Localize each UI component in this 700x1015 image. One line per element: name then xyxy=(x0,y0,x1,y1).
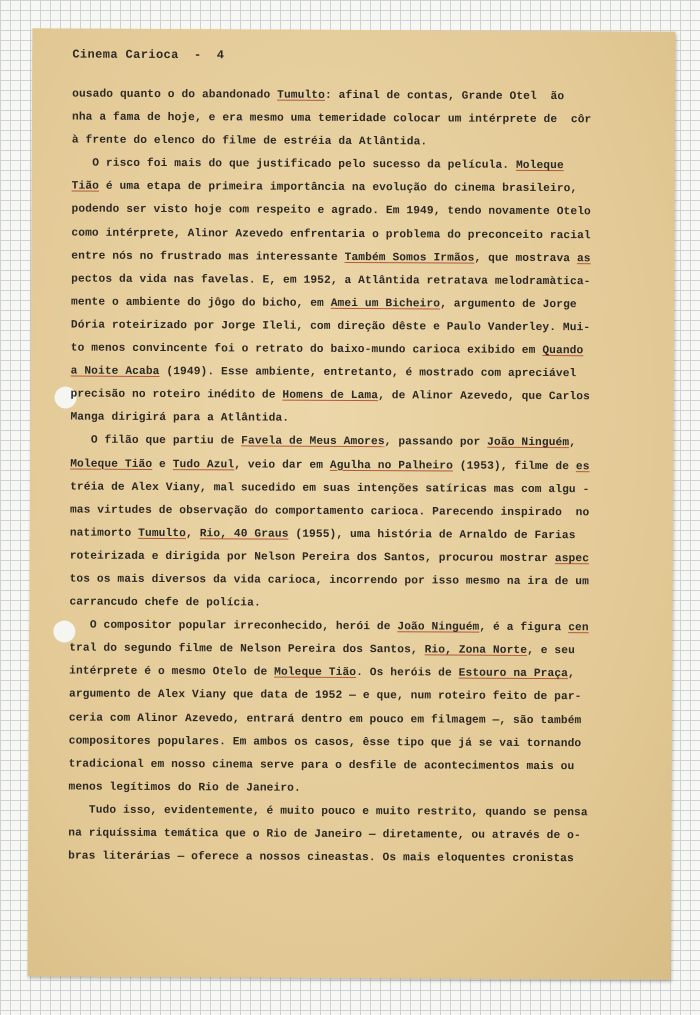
text-run: argumento de Alex Viany que data de 1952 — e que, num roteiro feito de par- xyxy=(68,688,582,704)
page-header: Cinema Carioca - 4 xyxy=(72,47,225,63)
text-run: na riquíssima temática que o Rio de Janeiro — diretamente, ou através de o- xyxy=(68,827,581,843)
text-line xyxy=(71,361,661,387)
film-title: Tião xyxy=(71,180,100,194)
text-run: . Os heróis de xyxy=(356,667,459,680)
text-run: é uma etapa de primeira importância na evolução do cinema brasileiro, xyxy=(98,181,578,196)
text-run: (1955), uma história de Arnaldo de Farias xyxy=(288,528,576,542)
text-run: mente o ambiente do jôgo do bicho, em xyxy=(71,296,331,310)
text-run: O filão que partiu de xyxy=(70,434,242,448)
film-title: Amei um Bicheiro xyxy=(330,297,441,311)
text-line xyxy=(71,291,661,317)
film-title: Tudo Azul xyxy=(172,458,235,471)
text-line xyxy=(68,799,658,825)
text-line xyxy=(70,430,660,456)
text-line xyxy=(71,384,661,410)
text-line xyxy=(70,407,660,433)
text-run: e xyxy=(152,458,173,471)
text-run: , que mostrava xyxy=(474,252,578,265)
film-title: Favela de Meus Amores xyxy=(241,435,385,449)
film-title: a Noite Acaba xyxy=(70,365,160,379)
text-run: pectos da vida nas favelas. E, em 1952, a Atlântida retratava melodramàtica- xyxy=(71,273,591,288)
text-run: Dória roteirizado por Jorge Ileli, com direção dêste e Paulo Vanderley. Mui- xyxy=(70,319,591,335)
film-title: Rio, Zona Norte xyxy=(424,644,528,658)
text-run: , xyxy=(185,527,200,540)
text-run: , e seu xyxy=(527,645,575,658)
text-run: compositores populares. Em ambos os casos, êsse tipo que já se vai tornando xyxy=(68,735,582,750)
text-line xyxy=(71,314,661,340)
text-run: menos legítimos do Rio de Janeiro. xyxy=(68,781,301,795)
text-line xyxy=(72,107,662,133)
text-run: tral do segundo filme de Nelson Pereira dos Santos, xyxy=(69,642,425,657)
film-title: Agulha no Palheiro xyxy=(329,459,453,473)
text-line xyxy=(70,499,660,525)
text-line xyxy=(71,268,661,294)
film-title: Moleque Tião xyxy=(274,666,357,680)
text-run: , argumento de Jorge xyxy=(440,298,577,312)
film-title: João Ninguém xyxy=(487,437,570,450)
text-line xyxy=(68,776,658,802)
text-line xyxy=(70,476,660,502)
film-title: Rio, 40 Graus xyxy=(199,527,289,541)
text-run: (1949). Esse ambiente, entretanto, é mostrado com apreciável xyxy=(159,366,577,381)
text-run: nha a fama de hoje, e era mesmo uma temeridade colocar um intérprete de côr xyxy=(71,111,592,127)
text-run: bras literárias — oferece a nossos cineastas. Os mais eloquentes cronistas xyxy=(68,850,574,866)
film-title: aspec xyxy=(554,552,590,566)
typewritten-page xyxy=(28,28,676,979)
film-title: Tumulto xyxy=(277,89,326,102)
text-run: natimorto xyxy=(69,527,139,540)
text-run: , xyxy=(569,437,577,450)
text-run: à frente do elenco do filme de estréia da Atlântida. xyxy=(71,134,428,149)
text-run: : afinal de contas, Grande Otel ão xyxy=(324,89,578,104)
text-line xyxy=(70,545,660,571)
text-run: , veio dar em xyxy=(234,458,330,472)
film-title: Quando xyxy=(542,345,584,358)
film-title: Tumulto xyxy=(138,527,187,540)
text-run: , é a figura xyxy=(479,621,569,635)
text-line xyxy=(70,522,660,548)
text-run: O compositor popular irreconhecido, herói de xyxy=(69,619,398,634)
text-run: (1953), filme de xyxy=(452,460,576,473)
text-run: tréia de Alex Viany, mal sucedido em suas intenções satíricas mas com algu - xyxy=(70,481,590,496)
text-run: , de Alinor Azevedo, que Carlos xyxy=(378,390,590,404)
text-run: Manga dirigirá para a Atlântida. xyxy=(70,411,290,425)
text-run: entre nós no frustrado mas interessante xyxy=(71,250,345,264)
text-line xyxy=(68,846,658,872)
text-line xyxy=(69,730,659,756)
film-title: Homens de Lama xyxy=(282,389,379,403)
film-title: cen xyxy=(568,622,589,635)
text-line xyxy=(72,176,662,202)
text-run: O risco foi mais do que justificado pelo sucesso da película. xyxy=(71,157,516,173)
text-line xyxy=(71,199,661,225)
text-run: como intérprete, Alinor Azevedo enfrentaria o problema do preconceito racial xyxy=(71,227,591,242)
text-line xyxy=(72,153,662,179)
text-run: roteirizada e dirigida por Nelson Pereira dos Santos, procurou mostrar xyxy=(69,550,555,565)
text-line xyxy=(72,84,662,110)
text-run: , xyxy=(567,668,575,681)
text-line xyxy=(69,661,659,687)
text-run: Tudo isso, evidentemente, é muito pouco e muito restrito, quando se pensa xyxy=(68,804,588,820)
film-title: Também Somos Irmãos xyxy=(344,251,475,265)
text-line xyxy=(70,568,660,594)
body-text xyxy=(68,84,662,872)
text-run: tradicional em nosso cinema serve para o desfile de acontecimentos mais ou xyxy=(68,758,575,773)
text-run: tos os mais diversos da vida carioca, incorrendo por isso mesmo na ira de um xyxy=(69,573,589,589)
text-line xyxy=(68,823,658,849)
text-line xyxy=(69,684,659,710)
text-line xyxy=(71,222,661,248)
text-line xyxy=(69,707,659,733)
text-run: to menos convincente foi o retrato do baixo-mundo carioca exibido em xyxy=(70,342,543,358)
text-line xyxy=(69,615,659,641)
text-run: precisão no roteiro inédito de xyxy=(70,388,283,402)
film-title: Moleque Tião xyxy=(70,458,153,471)
film-title: Estouro na Praça xyxy=(458,667,569,681)
text-run: , passando por xyxy=(384,436,488,450)
text-line xyxy=(69,753,659,779)
text-run: ceria com Alinor Azevedo, entrará dentro em pouco em filmagem —, são também xyxy=(68,712,582,727)
text-line xyxy=(71,338,661,364)
text-line xyxy=(70,453,660,479)
film-title: Moleque xyxy=(515,160,564,173)
text-run: carrancudo chefe de polícia. xyxy=(69,596,261,610)
film-title: as xyxy=(576,252,591,265)
text-line xyxy=(72,130,662,156)
text-run: mas virtudes de observação do comportamento carioca. Parecendo inspirado no xyxy=(69,504,590,519)
film-title: João Ninguém xyxy=(397,621,480,634)
text-run: ousado quanto o do abandonado xyxy=(72,88,278,102)
text-line xyxy=(69,592,659,618)
text-line xyxy=(71,245,661,271)
film-title: es xyxy=(575,460,590,473)
text-run: intérprete é o mesmo Otelo de xyxy=(69,665,275,679)
text-run: podendo ser visto hoje com respeito e agrado. Em 1949, tendo novamente Otelo xyxy=(71,203,591,219)
text-line xyxy=(69,638,659,664)
